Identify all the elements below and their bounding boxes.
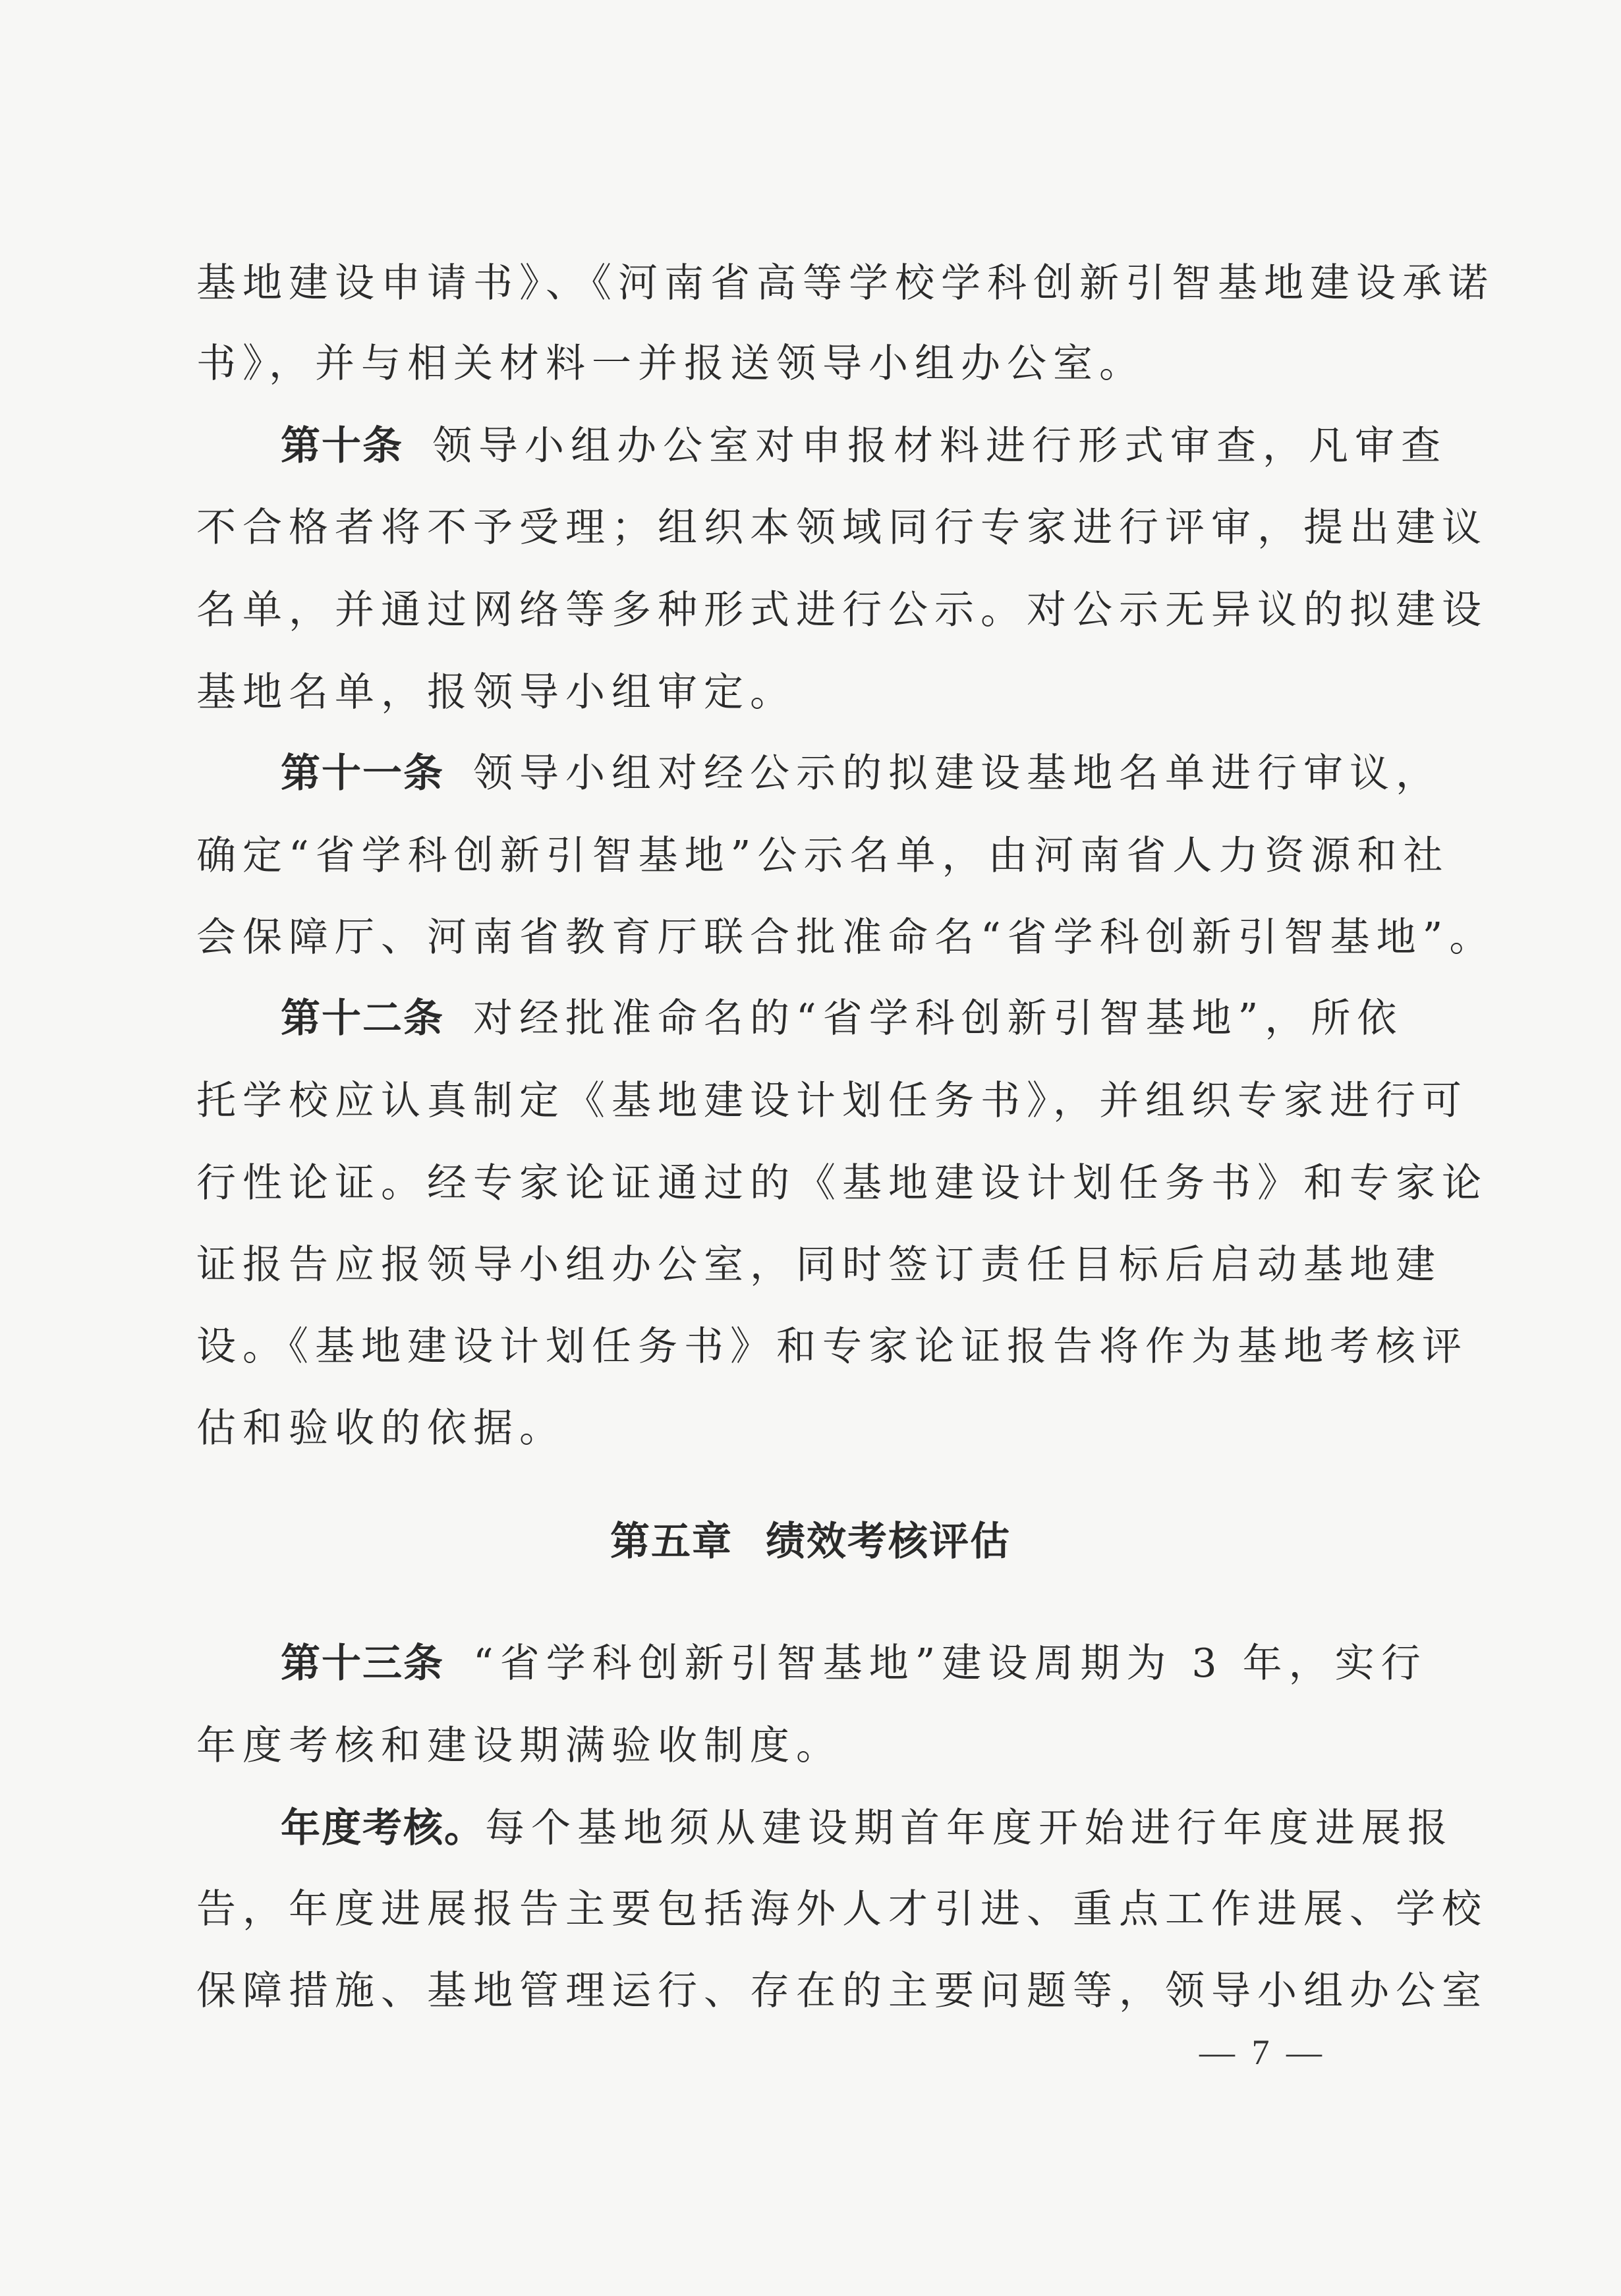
text-line: 会保障厅、河南省教育厅联合批准命名“省学科创新引智基地”。	[196, 914, 1496, 961]
chapter-title: 绩效考核评估	[766, 1519, 1011, 1565]
text-line: 行性论证。经专家论证通过的《基地建设计划任务书》和专家论	[196, 1160, 1488, 1206]
annual-assessment-paragraph: 年度考核。每个基地须从建设期首年度开始进行年度进展报	[281, 1805, 1454, 1851]
text-line: 名单，并通过网络等多种形式进行公示。对公示无异议的拟建设	[196, 587, 1488, 633]
text-line: 托学校应认真制定《基地建设计划任务书》，并组织专家进行可	[196, 1078, 1468, 1124]
article-10-label: 第十条	[281, 423, 403, 469]
annual-assessment-label: 年度考核。	[281, 1805, 485, 1851]
text-line: 不合格者将不予受理；组织本领域同行专家进行评审，提出建议	[196, 505, 1488, 551]
page-number: — 7 —	[1199, 2032, 1326, 2072]
article-11-paragraph: 第十一条 领导小组对经公示的拟建设基地名单进行审议，	[281, 750, 1442, 797]
article-13-paragraph: 第十三条 “省学科创新引智基地”建设周期为 3 年，实行	[281, 1640, 1427, 1687]
text-line: 设。《基地建设计划任务书》和专家论证报告将作为基地考核评	[196, 1324, 1468, 1370]
text-line: 年度考核和建设期满验收制度。	[196, 1723, 842, 1769]
article-11-label: 第十一条	[281, 750, 444, 797]
text-line: 告，年度进展报告主要包括海外人才引进、重点工作进展、学校	[196, 1886, 1488, 1932]
text-line: 证报告应报领导小组办公室，同时签订责任目标后启动基地建	[196, 1242, 1442, 1288]
article-12-label: 第十二条	[281, 995, 444, 1042]
text-line: 确定“省学科创新引智基地”公示名单，由河南省人力资源和社	[196, 833, 1450, 879]
chapter-heading	[0, 1515, 1621, 1568]
text-line: 书》，并与相关材料一并报送领导小组办公室。	[196, 341, 1145, 387]
text-line: 保障措施、基地管理运行、存在的主要问题等，领导小组办公室	[196, 1968, 1488, 2014]
text-line: 估和验收的依据。	[196, 1405, 565, 1451]
chapter-number: 第五章	[610, 1519, 733, 1565]
text-line: 基地名单，报领导小组审定。	[196, 669, 796, 715]
text-line: 基地建设申请书》、《河南省高等学校学科创新引智基地建设承诺	[196, 260, 1494, 306]
article-13-label: 第十三条	[281, 1640, 444, 1687]
article-12-paragraph: 第十二条 对经批准命名的“省学科创新引智基地”，所依	[281, 995, 1404, 1042]
article-10-paragraph: 第十条 领导小组办公室对申报材料进行形式审查，凡审查	[281, 423, 1447, 469]
